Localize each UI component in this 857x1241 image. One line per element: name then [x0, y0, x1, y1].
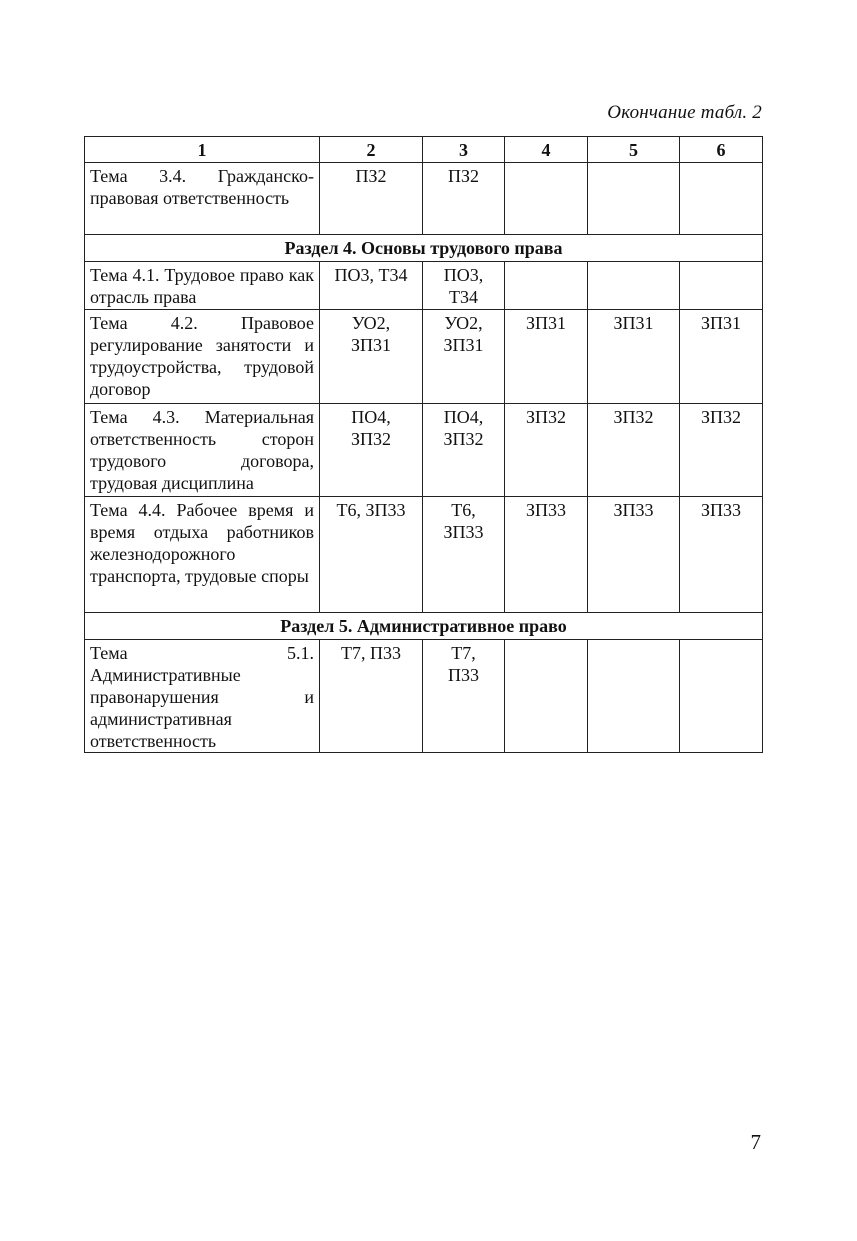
code-cell: ЗП33	[680, 497, 763, 613]
code-cell	[423, 262, 505, 310]
topic-cell: Тема 4.3. Материальная ответственность сторон трудового договора, трудовая дисциплина	[85, 404, 320, 497]
code-cell	[320, 310, 423, 404]
table-row	[85, 163, 763, 235]
code-line: ПО4,	[443, 407, 484, 427]
topic-cell: Тема 5.1. Административные правонарушения и административная ответственность	[85, 640, 320, 753]
code-line: ЗП32	[350, 429, 392, 449]
code-line: УО2,	[444, 313, 483, 333]
code-cell: ЗП31	[680, 310, 763, 404]
table-row	[85, 640, 763, 753]
code-line: ЗП31	[443, 335, 484, 355]
code-line: УО2,	[351, 313, 391, 333]
table-row	[85, 310, 763, 404]
code-line: П33	[448, 665, 479, 685]
code-cell: ПЗ2	[320, 163, 423, 235]
code-cell	[588, 262, 680, 310]
table-row	[85, 497, 763, 613]
header-row	[85, 137, 763, 163]
code-cell: Т7, П33	[320, 640, 423, 753]
code-cell	[588, 163, 680, 235]
topic-cell: Тема 4.2. Правовое регулирование занятости и трудоустройства, трудовой договор	[85, 310, 320, 404]
code-cell	[423, 404, 505, 497]
topic-cell: Тема 4.1. Трудовое право как отрасль права	[85, 262, 320, 310]
code-cell: ПО3, Т34	[320, 262, 423, 310]
code-cell	[680, 163, 763, 235]
code-line: ЗП31	[350, 335, 392, 355]
code-cell	[423, 640, 505, 753]
page-number: 7	[750, 1130, 761, 1154]
code-line: ПО4,	[351, 407, 391, 427]
code-line: ЗП33	[443, 522, 484, 542]
code-cell	[320, 404, 423, 497]
code-cell: ЗП32	[680, 404, 763, 497]
code-cell	[680, 640, 763, 753]
curriculum-table	[84, 136, 763, 753]
header-col-3: 3	[423, 137, 505, 163]
code-line: Т7,	[451, 643, 476, 663]
section-row	[85, 613, 763, 640]
code-cell: ЗП33	[505, 497, 588, 613]
code-line: Т6,	[451, 500, 476, 520]
code-cell	[505, 640, 588, 753]
header-col-2: 2	[320, 137, 423, 163]
table-caption: Окончание табл. 2	[607, 102, 762, 123]
section-title: Раздел 4. Основы трудового права	[85, 235, 763, 262]
topic-cell: Тема 3.4. Гражданско-правовая ответственность	[85, 163, 320, 235]
code-cell: ЗП32	[588, 404, 680, 497]
code-line: Т34	[449, 287, 478, 307]
header-col-5: 5	[588, 137, 680, 163]
header-col-6: 6	[680, 137, 763, 163]
header-col-4: 4	[505, 137, 588, 163]
section-row	[85, 235, 763, 262]
code-cell: ЗП31	[505, 310, 588, 404]
table-row	[85, 404, 763, 497]
topic-cell: Тема 4.4. Рабочее время и время отдыха работников железнодорожного транспорта, трудовые споры	[85, 497, 320, 613]
header-col-1: 1	[85, 137, 320, 163]
code-cell: ПЗ2	[423, 163, 505, 235]
code-cell	[680, 262, 763, 310]
code-cell	[505, 163, 588, 235]
code-cell: Т6, ЗП33	[320, 497, 423, 613]
code-cell	[505, 262, 588, 310]
code-cell	[588, 640, 680, 753]
code-cell	[423, 310, 505, 404]
section-title: Раздел 5. Административное право	[85, 613, 763, 640]
code-cell: ЗП32	[505, 404, 588, 497]
table-row	[85, 262, 763, 310]
code-cell: ЗП31	[588, 310, 680, 404]
code-line: ЗП32	[443, 429, 484, 449]
code-cell: ЗП33	[588, 497, 680, 613]
code-line: ПО3,	[443, 265, 484, 285]
code-cell	[423, 497, 505, 613]
